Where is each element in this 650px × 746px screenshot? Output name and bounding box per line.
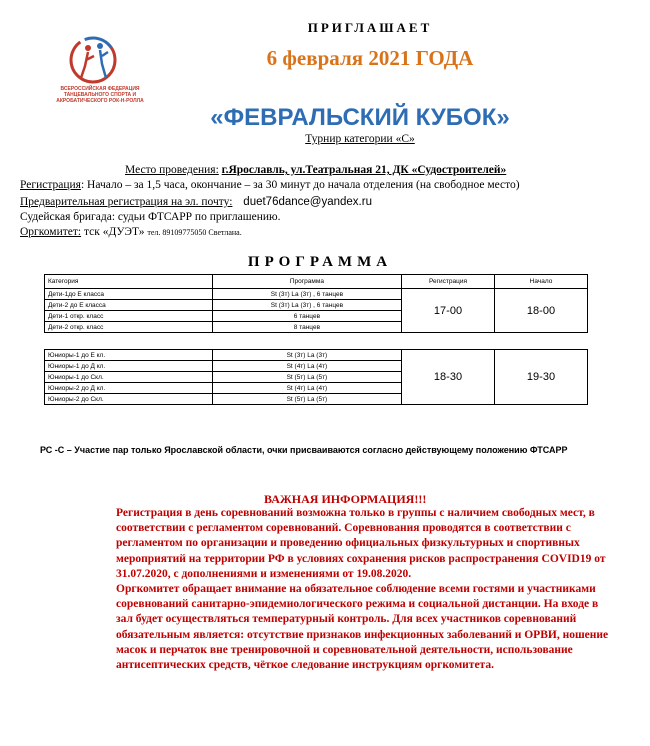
venue-line [125,164,506,176]
table-row [45,350,588,361]
registration-value: : Начало – за 1,5 часа, окончание – за 30 минут до начала отделения (на свободное место) [80,179,520,191]
category-cell: Дети-2 откр. класс [45,322,213,333]
judges-line [20,211,280,223]
category-cell: Юниоры-2 до Д кл. [45,383,213,394]
program-cell: St (3т) La (3т) , 6 танцев [212,300,401,311]
org-phone: тел. 89109775050 Светлана. [147,228,242,237]
warning-paragraph-2: Оргкомитет обращает внимание на обязательное соблюдение всеми гостями и участниками соревнований санитарно-эпидемиологического режима и социальной дистанции. На входе в зал будет осуществляться температурный контроль. Для всех участников соревнований обязательным является: отсутствие признаков инфекционных заболеваний и ОРВИ, ношение масок и перчаток вне тренировочной и соревновательной деятельности, использование антисептических средств, чёткое следование инструкциям оргкомитета. [116,583,609,672]
category-cell: Дети-1 откр. класс [45,311,213,322]
registration-label: Регистрация [20,179,81,191]
org-label: Оргкомитет: [20,226,82,238]
header-start: Начало [494,275,587,289]
header-registration: Регистрация [402,275,495,289]
venue-label: Место проведения: [125,164,219,176]
registration-time: 18-30 [402,350,495,405]
table-header-row [45,275,588,289]
category-cell: Дети-1до Е класса [45,289,213,300]
event-title: «ФЕВРАЛЬСКИЙ КУБОК» [210,104,510,131]
category-cell: Юниоры-1 до Д кл. [45,361,213,372]
category-cell: Юниоры-1 до Скл. [45,372,213,383]
warning-paragraph-1: Регистрация в день соревнований возможна только в группы с наличием свободных мест, в соответствии с регламентом соревнований. Соревнования проводятся в соответствии с регламентом по организации и проведению официальных физкультурных и спортивных мероприятий на территории РФ в условиях сохранения рисков распространения COVID19 от 31.07.2020, с дополнениями и изменениями от 19.08.2020. [116,507,606,580]
logo-caption: ВСЕРОССИЙСКАЯ ФЕДЕРАЦИЯ ТАНЦЕВАЛЬНОГО СПОРТА И АКРОБАТИЧЕСКОГО РОК-Н-РОЛЛА [56,86,144,104]
event-date: 6 февраля 2021 ГОДА [266,46,474,70]
program-table [44,274,588,405]
prereg-label: Предварительная регистрация на эл. почту: [20,196,233,208]
judges-label: Судейская бригада: [20,211,116,223]
invites-heading: ПРИГЛАШАЕТ [307,20,433,35]
program-title: ПРОГРАММА [247,254,393,270]
registration-line [20,179,520,191]
org-line [20,226,242,238]
table-row [45,289,588,300]
category-cell: Дети-2 до Е класса [45,300,213,311]
program-cell: St (4т) La (4т) [212,383,401,394]
warning-title: ВАЖНАЯ ИНФОРМАЦИЯ!!! [264,492,427,506]
prereg-email-link[interactable]: duet76dance@yandex.ru [243,196,372,208]
program-cell: 8 танцев [212,322,401,333]
table-spacer-row [45,333,588,350]
registration-time: 17-00 [402,289,495,333]
program-cell: 6 танцев [212,311,401,322]
program-cell: St (3т) La (3т) [212,350,401,361]
start-time: 18-00 [494,289,587,333]
warning-body [116,506,616,673]
program-cell: St (4т) La (4т) [212,361,401,372]
header-category: Категория [45,275,213,289]
venue-value: г.Ярославль, ул.Театральная 21, ДК «Судостроителей» [221,164,507,176]
program-cell: St (5т) La (5т) [212,372,401,383]
category-cell: Юниоры-2 до Скл. [45,394,213,405]
prereg-line [20,196,372,208]
program-cell: St (5т) La (5т) [212,394,401,405]
judges-value: судьи ФТСАРР по приглашению. [117,211,281,223]
header-program: Программа [212,275,401,289]
rs-notice: РС -С – Участие пар только Ярославской области, очки присваиваются согласно действующему положению ФТСАРР [40,445,568,455]
start-time: 19-30 [494,350,587,405]
event-subtitle: Турнир категории «С» [305,133,415,145]
category-cell: Юниоры-1 до Е кл. [45,350,213,361]
org-value: тск «ДУЭТ» [83,226,145,238]
program-cell: St (3т) La (3т) , 6 танцев [212,289,401,300]
